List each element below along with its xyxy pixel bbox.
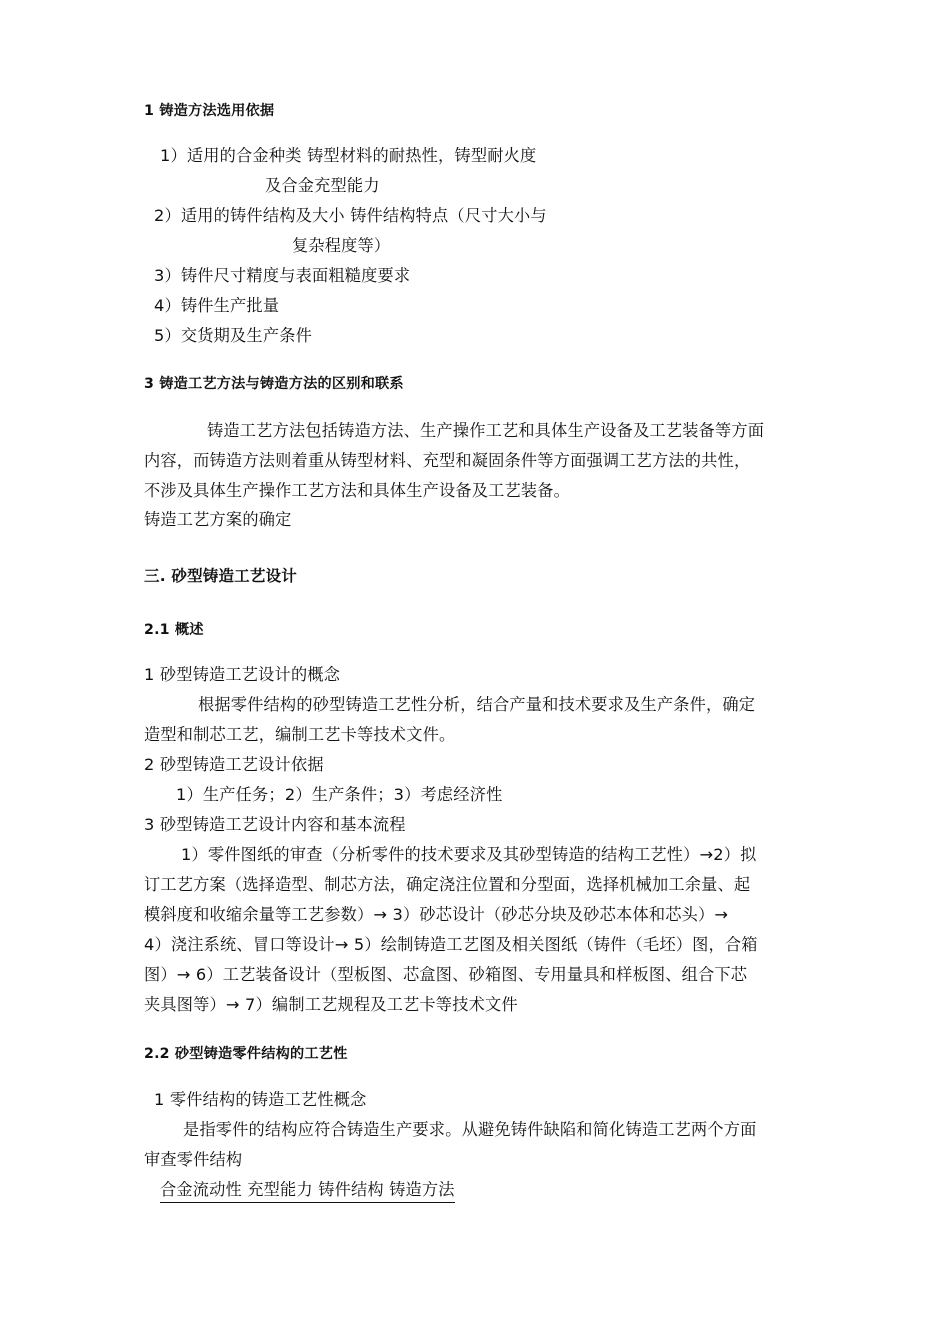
- paragraph-line: 是指零件的结构应符合铸造生产要求。从避免铸件缺陷和简化铸造工艺两个方面: [183, 1120, 757, 1139]
- list-item: 1）适用的合金种类 铸型材料的耐热性，铸型耐火度: [160, 146, 537, 165]
- paragraph-line: 1）生产任务；2）生产条件；3）考虑经济性: [176, 785, 503, 804]
- paragraph-line: 根据零件结构的砂型铸造工艺性分析，结合产量和技术要求及生产条件，确定: [198, 695, 756, 714]
- subsection-title: 3 砂型铸造工艺设计内容和基本流程: [144, 815, 406, 834]
- paragraph-line: 1）零件图纸的审查（分析零件的技术要求及其砂型铸造的结构工艺性）→2）拟: [181, 845, 757, 864]
- underlined-keywords: 合金流动性 充型能力 铸件结构 铸造方法: [160, 1180, 455, 1203]
- subsection-title: 1 零件结构的铸造工艺性概念: [154, 1090, 367, 1109]
- paragraph-line: 订工艺方案（选择造型、制芯方法，确定浇注位置和分型面，选择机械加工余量、起: [144, 875, 751, 894]
- chapter-heading: 三. 砂型铸造工艺设计: [144, 567, 297, 585]
- list-item: 4）铸件生产批量: [154, 296, 280, 315]
- paragraph-line: 夹具图等）→ 7）编制工艺规程及工艺卡等技术文件: [144, 995, 518, 1014]
- paragraph-line: 4）浇注系统、冒口等设计→ 5）绘制铸造工艺图及相关图纸（铸件（毛坯）图，合箱: [144, 935, 758, 954]
- list-item: 3）铸件尺寸精度与表面粗糙度要求: [154, 266, 411, 285]
- paragraph-line: 铸造工艺方案的确定: [144, 510, 292, 529]
- paragraph-line: 内容，而铸造方法则着重从铸型材料、充型和凝固条件等方面强调工艺方法的共性，: [144, 451, 751, 470]
- list-item-continuation: 及合金充型能力: [265, 176, 380, 195]
- paragraph-line: 铸造工艺方法包括铸造方法、生产操作工艺和具体生产设备及工艺装备等方面: [207, 421, 765, 440]
- list-item: 2）适用的铸件结构及大小 铸件结构特点（尺寸大小与: [154, 206, 547, 225]
- paragraph-line: 不涉及具体生产操作工艺方法和具体生产设备及工艺装备。: [144, 481, 571, 500]
- list-item-continuation: 复杂程度等）: [292, 236, 391, 255]
- list-item: 5）交货期及生产条件: [154, 326, 312, 345]
- section-heading-structure: 2.2 砂型铸造零件结构的工艺性: [144, 1046, 348, 1062]
- paragraph-line: 图）→ 6）工艺装备设计（型板图、芯盒图、砂箱图、专用量具和样板图、组合下芯: [144, 965, 748, 984]
- paragraph-line: 造型和制芯工艺，编制工艺卡等技术文件。: [144, 725, 456, 744]
- subsection-title: 2 砂型铸造工艺设计依据: [144, 755, 324, 774]
- subsection-title: 1 砂型铸造工艺设计的概念: [144, 665, 341, 684]
- section-heading-overview: 2.1 概述: [144, 622, 204, 638]
- section-heading-casting-method-basis: 1 铸造方法选用依据: [144, 103, 275, 119]
- paragraph-line: 审查零件结构: [144, 1150, 243, 1169]
- paragraph-line: 模斜度和收缩余量等工艺参数）→ 3）砂芯设计（砂芯分块及砂芯本体和芯头）→: [144, 905, 729, 924]
- section-heading-difference: 3 铸造工艺方法与铸造方法的区别和联系: [144, 376, 404, 392]
